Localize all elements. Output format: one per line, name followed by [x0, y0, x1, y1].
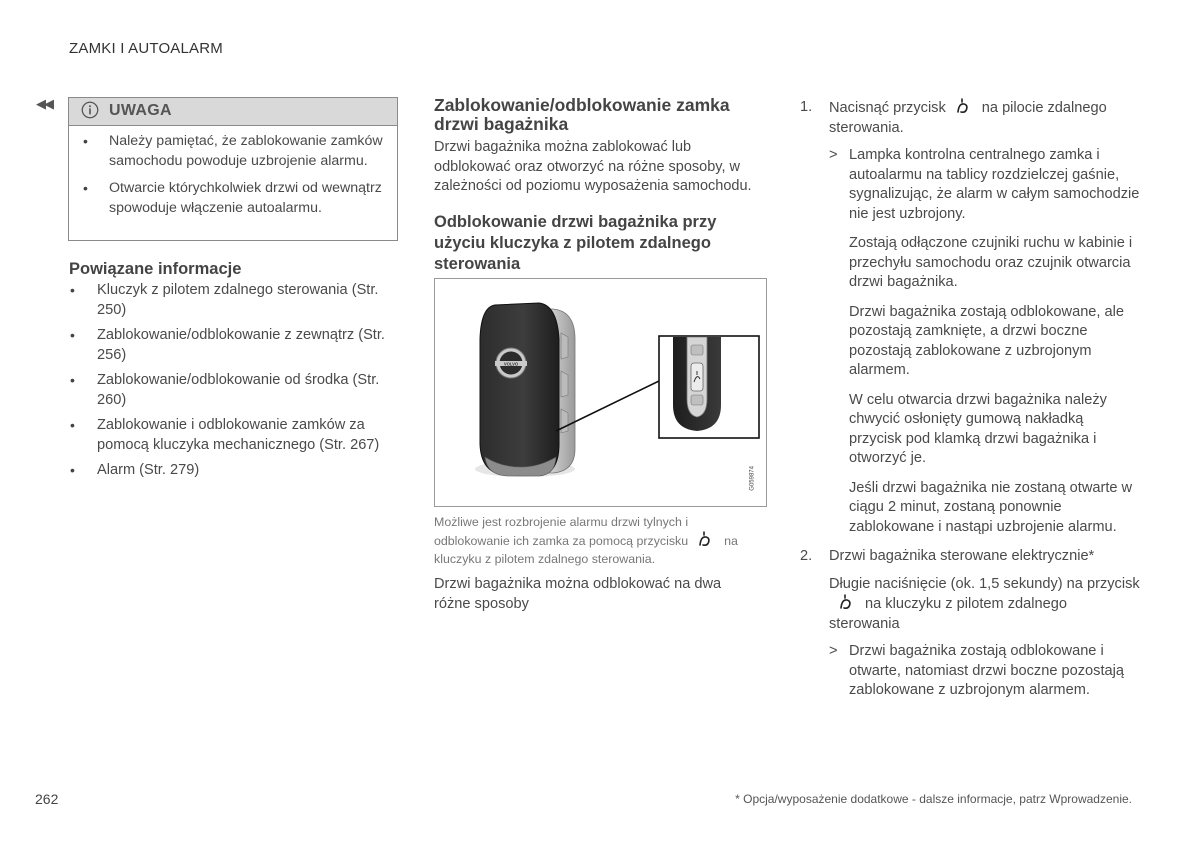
result-marker: >: [829, 643, 838, 659]
footnote: * Opcja/wyposażenie dodatkowe - dalsze informacje, patrz Wprowadzenie.: [735, 792, 1132, 806]
tailgate-unlock-icon: [954, 98, 970, 116]
detail-paragraph: Drzwi bagażnika zostają odblokowane, ale pozostają zamknięte, a drzwi boczne pozostają zablokowane z uzbrojonym alarmem.: [849, 303, 1125, 378]
detail-paragraph: Zostają odłączone czujniki ruchu w kabinie i przechyłu samochodu oraz czujnik otwarcia drzwi bagażnika.: [849, 235, 1133, 290]
detail-paragraph: [829, 575, 1140, 635]
step-text-end: na pilocie zdalnego sterowania.: [829, 100, 1107, 136]
warning-box: [68, 97, 398, 241]
step-number: 2.: [800, 548, 813, 564]
tailgate-unlock-icon: [696, 531, 712, 549]
result-marker: >: [829, 147, 838, 163]
caption-text: Możliwe jest rozbrojenie alarmu drzwi tylnych i odblokowanie ich zamka za pomocą przycisku: [434, 515, 689, 548]
warning-item: • Otwarcie którychkolwiek drzwi od wewnątrz spowoduje włączenie autoalarmu.: [69, 179, 397, 218]
related-link[interactable]: • Alarm (Str. 279): [69, 461, 399, 481]
related-link[interactable]: • Zablokowanie/odblokowanie od środka (Str. 260): [69, 371, 399, 410]
step-number: 1.: [800, 99, 813, 115]
section-heading: Zablokowanie/odblokowanie zamka drzwi bagażnika: [434, 95, 730, 134]
key-fob-drawing: [435, 279, 766, 506]
related-info-list: [69, 281, 399, 487]
tailgate-unlock-icon: [837, 594, 853, 612]
step-text: Drzwi bagażnika sterowane elektrycznie*: [829, 548, 1095, 564]
step-text: Nacisnąć przycisk: [829, 100, 946, 116]
detail-text: Długie naciśnięcie (ok. 1,5 sekundy) na przycisk: [829, 575, 1140, 592]
key-fob-illustration: [434, 278, 767, 507]
info-circle-icon: [81, 101, 99, 119]
warning-header: [69, 98, 397, 126]
instruction-steps: [800, 98, 1140, 701]
related-link[interactable]: • Zablokowanie/odblokowanie z zewnątrz (Str. 256): [69, 326, 399, 365]
warning-item: • Należy pamiętać, że zablokowanie zamków samochodu powoduje uzbrojenie alarmu.: [69, 132, 397, 171]
detail-text-end: na kluczyku z pilotem zdalnego sterowania: [829, 596, 1067, 632]
result-text: Drzwi bagażnika zostają odblokowane i otwarte, natomiast drzwi boczne pozostają zablokowane z uzbrojonym alarmem.: [849, 643, 1124, 698]
step-2: [800, 547, 1140, 701]
step-result: [829, 146, 1140, 224]
brand-logo-text: VOLVO: [503, 361, 519, 367]
body-paragraph: Drzwi bagażnika można odblokować na dwa różne sposoby: [434, 576, 722, 612]
back-arrows-icon[interactable]: ◀◀: [36, 96, 52, 111]
figure-code: G059874: [750, 466, 756, 491]
section-title: ZAMKI I AUTOALARM: [69, 40, 223, 57]
caption-text-end: na kluczyku z pilotem zdalnego sterowania.: [434, 534, 738, 566]
detail-paragraph: Jeśli drzwi bagażnika nie zostaną otwarte w ciągu 2 minut, zostaną ponownie zablokowane i nastąpi uzbrojenie alarmu.: [849, 479, 1133, 535]
detail-paragraph: W celu otwarcia drzwi bagażnika należy chwycić osłonięty gumową nakładką przycisk pod klamką drzwi bagażnika i otworzyć je.: [849, 391, 1107, 466]
warning-list: [69, 132, 397, 226]
figure-caption: [434, 513, 766, 568]
sub-heading: Odblokowanie drzwi bagażnika przy użyciu kluczyka z pilotem zdalnego sterowania: [434, 213, 717, 273]
related-link[interactable]: • Zablokowanie i odblokowanie zamków za pomocą kluczyka mechanicznego (Str. 267): [69, 416, 399, 455]
related-link[interactable]: • Kluczyk z pilotem zdalnego sterowania (Str. 250): [69, 281, 399, 320]
warning-title: UWAGA: [109, 102, 172, 119]
intro-paragraph: Drzwi bagażnika można zablokować lub odblokować oraz otworzyć na różne sposoby, w zależności od poziomu wyposażenia samochodu.: [434, 139, 752, 194]
step-result: [829, 642, 1140, 701]
related-info-title: Powiązane informacje: [69, 260, 242, 278]
step-1: [800, 98, 1140, 537]
result-text: Lampka kontrolna centralnego zamka i autoalarmu na tablicy rozdzielczej gaśnie, sygnalizując, że alarm w całym samochodzie nie jest uzbrojony.: [849, 147, 1140, 222]
page-number: 262: [35, 791, 59, 807]
